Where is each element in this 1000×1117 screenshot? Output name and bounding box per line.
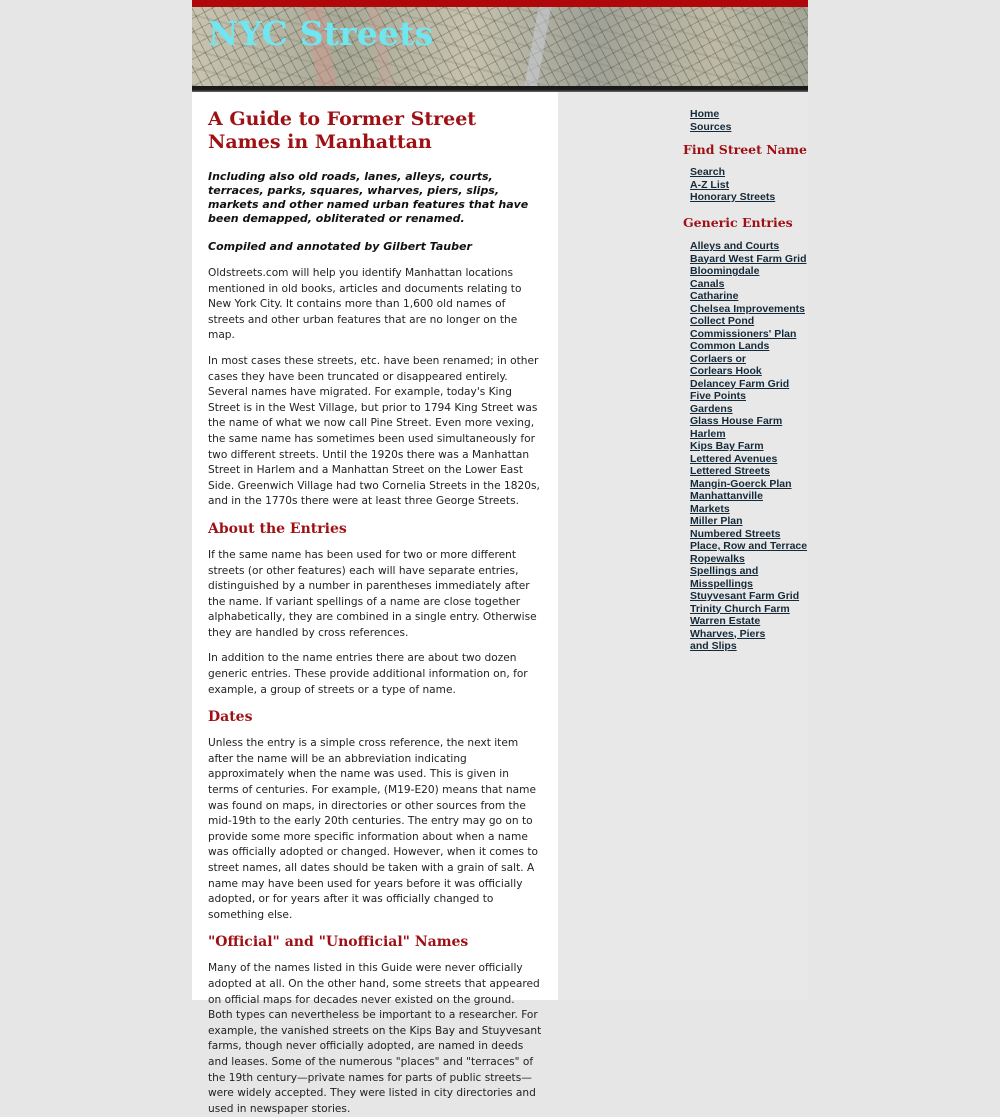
generic-entry-link[interactable]: Glass House Farm [690, 415, 783, 427]
generic-entry-link[interactable]: Stuyvesant Farm Grid [690, 590, 800, 602]
generic-entry-link[interactable]: Lettered Streets [690, 465, 770, 477]
about-paragraph: In addition to the name entries there are about two dozen generic entries. These provide additional information on, for example, a group of streets or a type of name. [208, 652, 528, 696]
top-bar [192, 0, 808, 7]
section-heading-about: About the Entries [208, 520, 347, 537]
generic-entry-link[interactable]: Five Points [690, 390, 747, 402]
sidebar-heading-find: Find Street Name [683, 142, 807, 157]
official-paragraph: Many of the names listed in this Guide were never officially adopted at all. On the other hand, some streets that appeared on official maps for decades never existed on the ground. Both types can nevertheless be important to a researcher. For example, the vanished streets on the Kips Bay and Stuyvesant farms, though never officially adopted, are named in deeds and leases. Some of the numerous "places" and "terraces" of the 19th century—private names for parts of public streets—were widely accepted. They were listed in city directories and used in newspaper stories. [208, 962, 542, 1115]
generic-entry-link[interactable]: Place, Row and Terrace [690, 540, 808, 552]
byline: Compiled and annotated by Gilbert Tauber [208, 240, 472, 253]
sidebar-find-nav [690, 166, 775, 204]
generic-entry-link[interactable]: Warren Estate [690, 615, 761, 627]
generic-entries-list [690, 240, 807, 653]
generic-entry-link[interactable]: Corlaers or Corlears Hook [690, 352, 762, 377]
nav-link-sources[interactable]: Sources [690, 120, 732, 133]
generic-entry-link[interactable]: Collect Pond [690, 315, 755, 327]
generic-entry-link[interactable]: Catharine [690, 290, 739, 302]
site-title[interactable]: NYC Streets [208, 14, 434, 53]
generic-entry-link[interactable]: Bayard West Farm Grid [690, 252, 807, 265]
about-paragraph: If the same name has been used for two or more different streets (or other features) each will have separate entries, distinguished by a number in parentheses immediately after the name. If variant spellings of a name are close together alphabetically, they are combined in a single entry. Otherwise they are handled by cross references. [208, 548, 537, 639]
generic-entry-link[interactable]: Numbered Streets [690, 527, 781, 540]
nav-link-a-z-list[interactable]: A-Z List [690, 178, 730, 191]
generic-entry-link[interactable]: Kips Bay Farm [690, 440, 764, 452]
section-heading-dates: Dates [208, 709, 253, 726]
generic-entry-link[interactable]: Wharves, Piers and Slips [690, 627, 766, 652]
generic-entry-link[interactable]: Common Lands [690, 340, 770, 352]
generic-entry-link[interactable]: Alleys and Courts [690, 240, 780, 252]
generic-entry-link[interactable]: Delancey Farm Grid [690, 377, 790, 390]
page-title: A Guide to Former Street Names in Manhattan [208, 108, 477, 153]
generic-entry-link[interactable]: Lettered Avenues [690, 452, 778, 465]
dates-paragraph: Unless the entry is a simple cross reference, the next item after the name will be an abbreviation indicating approximately when the name was used. This is given in terms of centuries. For example, (M19-E20) means that name was found on maps, in directories or other sources from the mid-19th to the early 20th centuries. The entry may go on to provide some more specific information about when a name was officially adopted or changed. However, when it comes to street names, all dates should be taken with a grain of salt. A name may have been used for years before it was officially adopted, or for years after it was officially changed to something else. [208, 737, 538, 921]
section-heading-official: "Official" and "Unofficial" Names [208, 934, 469, 951]
generic-entry-link[interactable]: Trinity Church Farm [690, 602, 790, 615]
generic-entry-link[interactable]: Mangin-Goerck Plan [690, 477, 792, 490]
generic-entry-link[interactable]: Manhattanville [690, 490, 763, 502]
intro-paragraph: Oldstreets.com will help you identify Manhattan locations mentioned in old books, articles and documents relating to New York City. It contains more than 1,600 old names of streets and other urban features that are no longer on the map. [208, 267, 522, 342]
generic-entry-link[interactable]: Canals [690, 277, 725, 290]
sidebar-heading-generic: Generic Entries [683, 215, 793, 230]
page [192, 0, 808, 1115]
map-banner [192, 7, 808, 86]
generic-entry-link[interactable]: Chelsea Improvements [690, 302, 805, 315]
generic-entry-link[interactable]: Harlem [690, 427, 726, 440]
page-subtitle: Including also old roads, lanes, alleys, courts, terraces, parks, squares, wharves, piers, slips, markets and other named urban features that have been demapped, obliterated or renamed. [208, 170, 529, 225]
generic-entry-link[interactable]: Bloomingdale [690, 265, 760, 277]
sidebar-top-nav [690, 108, 731, 133]
generic-entry-link[interactable]: Gardens [690, 402, 733, 415]
generic-entry-link[interactable]: Spellings and Misspellings [690, 565, 759, 590]
generic-entry-link[interactable]: Miller Plan [690, 515, 743, 527]
nav-link-home[interactable]: Home [690, 108, 720, 120]
generic-entry-link[interactable]: Commissioners' Plan [690, 327, 797, 340]
main-content [192, 92, 558, 1115]
generic-entry-link[interactable]: Ropewalks [690, 552, 745, 565]
intro-paragraph: In most cases these streets, etc. have been renamed; in other cases they have been truncated or disappeared entirely. Several names have migrated. For example, today's King Street is in the West Village, but prior to 1794 King Street was the name of what we now call Pine Street. Even more vexing, the same name has sometimes been used simultaneously for two different streets. Until the 1920s there was a Manhattan Street in Harlem and a Manhattan Street on the Lower East Side. Greenwich Village had two Cornelia Streets in the 1820s, and in the 1770s there were at least three George Streets. [208, 354, 540, 508]
nav-link-honorary-streets[interactable]: Honorary Streets [690, 191, 776, 203]
nav-link-search[interactable]: Search [690, 166, 726, 178]
generic-entry-link[interactable]: Markets [690, 502, 730, 515]
sidebar [558, 92, 808, 1000]
